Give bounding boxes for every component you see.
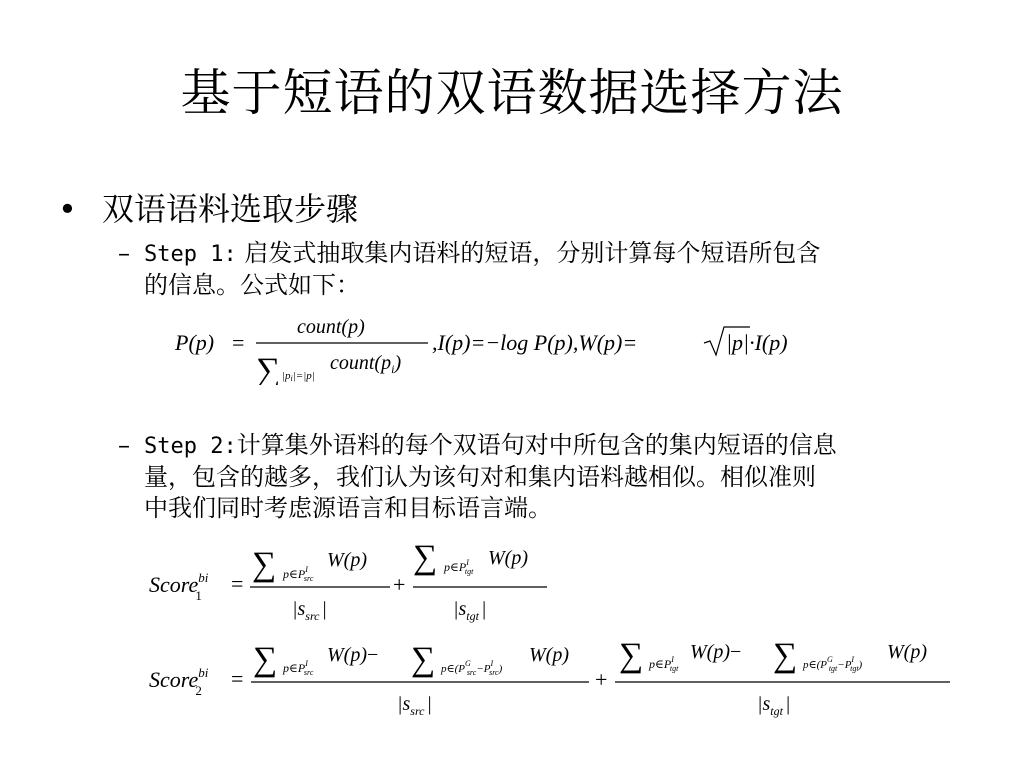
bullet-dot-icon: •: [58, 190, 77, 228]
step-2-line-2: 量，包含的越多，我们认为该句对和集内语料越相似。相似准则: [144, 463, 816, 491]
step-1-label: Step 1:: [144, 242, 237, 267]
formula-score-1: [145, 535, 565, 635]
step-2-line-1: [144, 430, 968, 462]
score-1-equals: =: [231, 571, 244, 596]
step-2-line-3: 中我们同时考虑源语言和目标语言端。: [144, 494, 552, 522]
step-2-label: Step 2:: [144, 434, 237, 459]
sum-icon: ∑: [253, 641, 278, 678]
formula-information: [170, 305, 850, 390]
score-2-b-sub: $p\in(P^G$ $src-P^I$ src): [441, 659, 503, 677]
score-1-term1-body: W(p): [327, 549, 367, 571]
slide-title: 基于短语的双语数据选择方法: [180, 64, 844, 122]
sqrt-content: |p|·I(p): [726, 330, 788, 355]
score-2-c-body: W(p)−: [690, 641, 742, 663]
score-2-a-body: W(p)−: [327, 644, 379, 666]
score-1-denom2: $|s_{tgt}$ |: [453, 598, 487, 623]
sum-icon: ∑: [773, 637, 798, 674]
sum-icon: ∑: [413, 539, 438, 576]
score-1-term2-body: W(p): [488, 547, 528, 569]
formula-1-rest: ,I(p)=−log P(p),W(p)=: [432, 330, 638, 355]
bullet-text: 双语语料选取步骤: [102, 190, 359, 228]
bullet-item: [58, 187, 358, 231]
score-1-lhs: Score$^{bi}$ 1: [149, 570, 209, 603]
sum-icon: ∑: [411, 641, 436, 678]
score-2-denom2: $|s_{tgt}$ |: [757, 693, 791, 718]
score-2-lhs: Score$^{bi}$ 2: [149, 665, 209, 698]
step-1-text-1: 启发式抽取集内语料的短语，分别计算每个短语所包含: [236, 239, 821, 267]
score-2-denom1: $|s_{src}$ |: [397, 693, 433, 718]
step-1: [118, 238, 968, 301]
formula-1-numerator: count(p): [297, 316, 365, 338]
sum-icon: ∑: [619, 637, 644, 674]
sum-icon: ∑: [256, 352, 281, 385]
score-2-c-sub: $p\in P^I$ tgt: [649, 655, 679, 673]
score-2-b-body: W(p): [529, 644, 569, 666]
step-1-line-2: 的信息。公式如下：: [144, 271, 360, 299]
score-2-plus: +: [595, 667, 608, 692]
score-2-a-sub: $p\in P^I$ src: [283, 659, 314, 677]
dash-icon: –: [118, 239, 130, 267]
score-1-term1-sub: $p\in P^I$ src: [283, 565, 314, 583]
score-1-denom1: $|s_{src}$ |: [292, 598, 328, 623]
formula-score-2: [145, 628, 965, 728]
dash-icon: –: [118, 431, 130, 459]
formula-1-lhs: P(p): [175, 330, 215, 355]
score-2-d-body: W(p): [887, 641, 927, 663]
sum-subscript: |pi|=|p|: [282, 370, 315, 383]
formula-1-denominator: $count(p_i)$: [330, 352, 402, 376]
score-1-term2-sub: $p\in P^I$ tgt: [444, 558, 474, 576]
step-2: [118, 430, 968, 524]
formula-1-equals: =: [232, 330, 245, 355]
score-1-plus: +: [393, 572, 406, 597]
score-2-d-sub: $p\in(P^G$ $tgt-P^I$ tgt): [803, 655, 863, 673]
step-1-line-1: [144, 238, 968, 270]
score-2-equals: =: [231, 666, 244, 691]
sum-icon: ∑: [252, 546, 277, 583]
step-2-text-1: 计算集外语料的每个双语句对中所包含的集内短语的信息: [236, 431, 837, 459]
